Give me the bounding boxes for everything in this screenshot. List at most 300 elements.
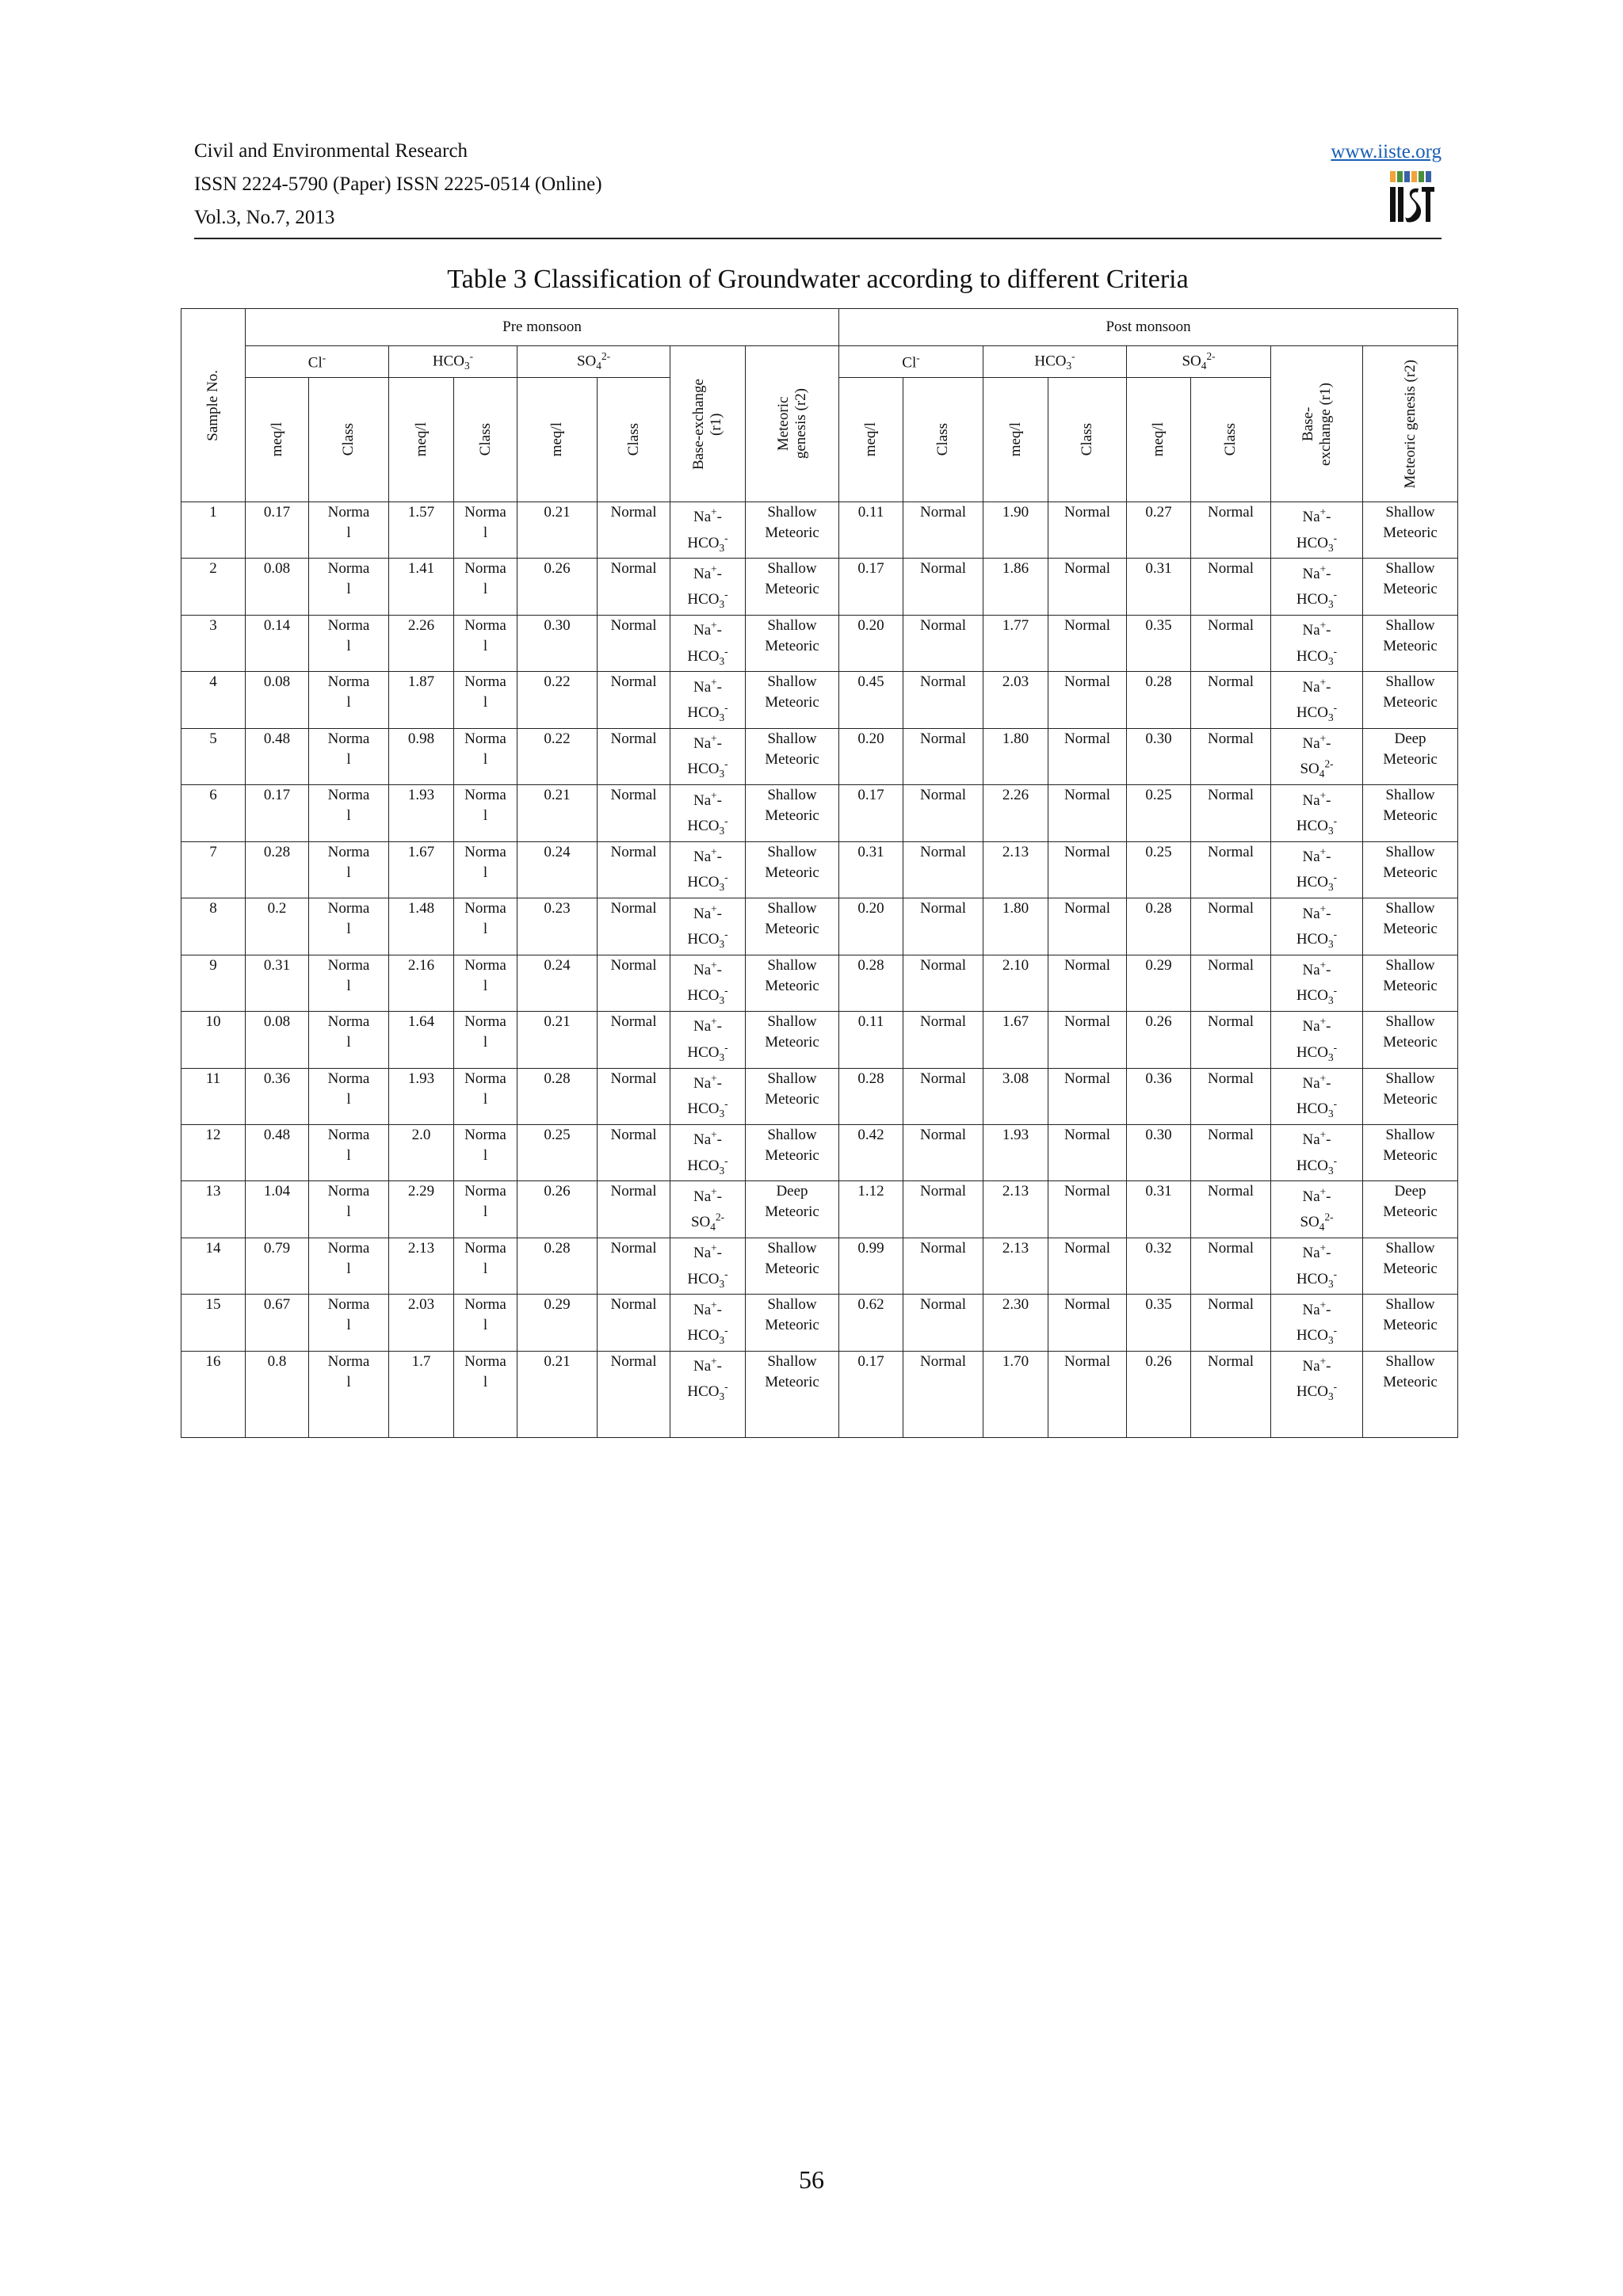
post-cl-class-cell: Normal	[903, 615, 983, 671]
post-cl-cell: 0.31	[839, 841, 903, 898]
pre-so4-cell: 0.24	[517, 955, 598, 1011]
pre-cl-class-cell: Norma l	[309, 785, 389, 841]
pre-cl-class-cell: Norma l	[309, 1181, 389, 1238]
post-hco3-class-cell: Normal	[1048, 1238, 1127, 1294]
post-so4-cell: 0.28	[1127, 672, 1191, 728]
pre-base-exchange-cell: Na+- $HCO_3^-$	[670, 672, 746, 728]
post-monsoon-header: Post monsoon	[839, 309, 1458, 346]
pre-cl-class-cell: Norma l	[309, 615, 389, 671]
pre-so4-class-cell: Normal	[598, 898, 670, 955]
post-so4-class-cell: Normal	[1191, 615, 1271, 671]
post-cl-meq-header: meq/l	[839, 378, 903, 502]
post-cl-cell: 0.20	[839, 728, 903, 784]
pre-base-exchange-cell: Na+- $HCO_3^-$	[670, 1295, 746, 1351]
post-base-exchange-header: Base- exchange (r1)	[1271, 346, 1363, 502]
pre-so4-class-cell: Normal	[598, 1124, 670, 1180]
post-base-exchange-cell: Na+- $SO_4^{2-}$	[1271, 1181, 1363, 1238]
post-hco3-class-cell: Normal	[1048, 1012, 1127, 1068]
pre-so4-cell: 0.26	[517, 1181, 598, 1238]
post-base-exchange-cell: Na+- $HCO_3^-$	[1271, 615, 1363, 671]
pre-so4-header: $SO_4^{2-}$	[517, 346, 670, 378]
post-hco3-class-cell: Normal	[1048, 672, 1127, 728]
post-cl-class-cell: Normal	[903, 841, 983, 898]
post-meteoric-genesis-cell: Deep Meteoric	[1363, 1181, 1458, 1238]
post-hco3-class-cell: Normal	[1048, 1124, 1127, 1180]
post-base-exchange-cell: Na+- $HCO_3^-$	[1271, 559, 1363, 615]
pre-meteoric-genesis-cell: Shallow Meteoric	[746, 841, 839, 898]
post-hco3-cell: 2.13	[983, 1238, 1048, 1294]
post-hco3-header: $HCO_3^-$	[983, 346, 1127, 378]
pre-meteoric-genesis-cell: Shallow Meteoric	[746, 955, 839, 1011]
journal-name: Civil and Environmental Research	[194, 140, 468, 162]
pre-hco3-cell: 1.7	[389, 1351, 454, 1437]
pre-so4-class-cell: Normal	[598, 1012, 670, 1068]
post-base-exchange-cell: Na+- $HCO_3^-$	[1271, 1124, 1363, 1180]
pre-hco3-cell: 1.87	[389, 672, 454, 728]
pre-so4-class-cell: Normal	[598, 1181, 670, 1238]
post-base-exchange-cell: Na+- $HCO_3^-$	[1271, 1068, 1363, 1124]
post-cl-class-cell: Normal	[903, 1351, 983, 1437]
pre-so4-class-cell: Normal	[598, 1238, 670, 1294]
pre-hco3-class-cell: Norma l	[454, 1012, 517, 1068]
pre-hco3-class-cell: Norma l	[454, 841, 517, 898]
issn-line: ISSN 2224-5790 (Paper) ISSN 2225-0514 (Online)	[194, 174, 602, 195]
table-row	[181, 1181, 1458, 1238]
pre-hco3-class-cell: Norma l	[454, 955, 517, 1011]
pre-hco3-cell: 2.13	[389, 1238, 454, 1294]
pre-cl-class-header: Class	[309, 378, 389, 502]
post-meteoric-genesis-cell: Shallow Meteoric	[1363, 672, 1458, 728]
post-cl-cell: 0.99	[839, 1238, 903, 1294]
sample-no-cell: 2	[181, 559, 246, 615]
post-hco3-cell: 1.93	[983, 1124, 1048, 1180]
post-so4-cell: 0.25	[1127, 785, 1191, 841]
post-hco3-cell: 1.80	[983, 728, 1048, 784]
post-so4-cell: 0.30	[1127, 1124, 1191, 1180]
post-cl-class-cell: Normal	[903, 672, 983, 728]
post-cl-class-cell: Normal	[903, 1295, 983, 1351]
pre-hco3-class-cell: Norma l	[454, 615, 517, 671]
pre-hco3-cell: 1.64	[389, 1012, 454, 1068]
post-so4-class-cell: Normal	[1191, 1068, 1271, 1124]
pre-hco3-cell: 2.16	[389, 955, 454, 1011]
pre-so4-cell: 0.29	[517, 1295, 598, 1351]
pre-hco3-cell: 2.26	[389, 615, 454, 671]
post-hco3-class-cell: Normal	[1048, 898, 1127, 955]
pre-meteoric-genesis-cell: Shallow Meteoric	[746, 672, 839, 728]
post-base-exchange-cell: Na+- $HCO_3^-$	[1271, 1295, 1363, 1351]
table-row	[181, 615, 1458, 671]
post-so4-cell: 0.29	[1127, 955, 1191, 1011]
sample-no-cell: 9	[181, 955, 246, 1011]
pre-so4-class-cell: Normal	[598, 785, 670, 841]
pre-cl-cell: 0.48	[246, 1124, 309, 1180]
post-hco3-cell: 1.67	[983, 1012, 1048, 1068]
pre-hco3-class-cell: Norma l	[454, 559, 517, 615]
post-meteoric-genesis-cell: Shallow Meteoric	[1363, 955, 1458, 1011]
table-row	[181, 1351, 1458, 1437]
post-so4-class-header: Class	[1191, 378, 1271, 502]
pre-meteoric-genesis-cell: Shallow Meteoric	[746, 1238, 839, 1294]
post-so4-cell: 0.31	[1127, 559, 1191, 615]
pre-meteoric-genesis-cell: Shallow Meteoric	[746, 559, 839, 615]
post-hco3-cell: 1.77	[983, 615, 1048, 671]
post-hco3-class-cell: Normal	[1048, 728, 1127, 784]
post-meteoric-genesis-cell: Shallow Meteoric	[1363, 1012, 1458, 1068]
post-cl-class-cell: Normal	[903, 728, 983, 784]
pre-base-exchange-cell: Na+- $HCO_3^-$	[670, 1068, 746, 1124]
post-so4-cell: 0.35	[1127, 1295, 1191, 1351]
table-row	[181, 898, 1458, 955]
post-hco3-cell: 2.13	[983, 1181, 1048, 1238]
sample-no-cell: 6	[181, 785, 246, 841]
post-base-exchange-cell: Na+- $HCO_3^-$	[1271, 898, 1363, 955]
post-hco3-meq-header: meq/l	[983, 378, 1048, 502]
post-hco3-cell: 3.08	[983, 1068, 1048, 1124]
sample-no-cell: 3	[181, 615, 246, 671]
post-hco3-class-cell: Normal	[1048, 1351, 1127, 1437]
pre-hco3-cell: 0.98	[389, 728, 454, 784]
pre-meteoric-genesis-cell: Shallow Meteoric	[746, 1351, 839, 1437]
post-cl-class-cell: Normal	[903, 559, 983, 615]
post-so4-class-cell: Normal	[1191, 898, 1271, 955]
pre-cl-class-cell: Norma l	[309, 898, 389, 955]
pre-base-exchange-cell: Na+- $SO_4^{2-}$	[670, 1181, 746, 1238]
pre-cl-cell: 0.31	[246, 955, 309, 1011]
post-cl-cell: 0.20	[839, 898, 903, 955]
post-so4-cell: 0.30	[1127, 728, 1191, 784]
table-row	[181, 559, 1458, 615]
pre-base-exchange-cell: Na+- $HCO_3^-$	[670, 559, 746, 615]
pre-cl-class-cell: Norma l	[309, 841, 389, 898]
pre-so4-class-cell: Normal	[598, 728, 670, 784]
post-cl-class-cell: Normal	[903, 1124, 983, 1180]
post-cl-cell: 0.28	[839, 1068, 903, 1124]
pre-so4-cell: 0.24	[517, 841, 598, 898]
pre-hco3-class-cell: Norma l	[454, 728, 517, 784]
post-so4-class-cell: Normal	[1191, 672, 1271, 728]
pre-meteoric-genesis-cell: Deep Meteoric	[746, 1181, 839, 1238]
post-hco3-class-cell: Normal	[1048, 1181, 1127, 1238]
pre-meteoric-genesis-cell: Shallow Meteoric	[746, 1124, 839, 1180]
iiste-logo	[1388, 170, 1436, 225]
post-base-exchange-cell: Na+- $HCO_3^-$	[1271, 841, 1363, 898]
pre-cl-meq-header: meq/l	[246, 378, 309, 502]
pre-cl-class-cell: Norma l	[309, 559, 389, 615]
post-meteoric-genesis-header: Meteoric genesis (r2)	[1363, 346, 1458, 502]
post-cl-cell: 0.28	[839, 955, 903, 1011]
post-so4-cell: 0.28	[1127, 898, 1191, 955]
pre-base-exchange-cell: Na+- $HCO_3^-$	[670, 785, 746, 841]
post-so4-cell: 0.32	[1127, 1238, 1191, 1294]
post-so4-class-cell: Normal	[1191, 1295, 1271, 1351]
pre-cl-cell: 0.14	[246, 615, 309, 671]
pre-meteoric-genesis-cell: Shallow Meteoric	[746, 502, 839, 559]
post-meteoric-genesis-cell: Deep Meteoric	[1363, 728, 1458, 784]
post-so4-class-cell: Normal	[1191, 728, 1271, 784]
pre-base-exchange-cell: Na+- $HCO_3^-$	[670, 841, 746, 898]
pre-hco3-class-cell: Norma l	[454, 1124, 517, 1180]
post-hco3-cell: 2.03	[983, 672, 1048, 728]
post-so4-class-cell: Normal	[1191, 1351, 1271, 1437]
groundwater-classification-table	[181, 308, 1458, 1438]
pre-cl-class-cell: Norma l	[309, 672, 389, 728]
post-so4-cell: 0.26	[1127, 1012, 1191, 1068]
pre-so4-class-cell: Normal	[598, 841, 670, 898]
table-row	[181, 1068, 1458, 1124]
table-body	[181, 502, 1458, 1438]
pre-so4-cell: 0.21	[517, 785, 598, 841]
post-cl-class-cell: Normal	[903, 1181, 983, 1238]
pre-so4-class-cell: Normal	[598, 559, 670, 615]
pre-so4-class-cell: Normal	[598, 615, 670, 671]
pre-cl-cell: 0.08	[246, 672, 309, 728]
pre-meteoric-genesis-cell: Shallow Meteoric	[746, 728, 839, 784]
pre-meteoric-genesis-header: Meteoric genesis (r2)	[746, 346, 839, 502]
post-cl-class-header: Class	[903, 378, 983, 502]
pre-so4-class-cell: Normal	[598, 1351, 670, 1437]
post-so4-header: $SO_4^{2-}$	[1127, 346, 1271, 378]
post-so4-cell: 0.36	[1127, 1068, 1191, 1124]
post-cl-cell: 1.12	[839, 1181, 903, 1238]
pre-so4-class-cell: Normal	[598, 955, 670, 1011]
post-cl-cell: 0.17	[839, 785, 903, 841]
post-so4-cell: 0.27	[1127, 502, 1191, 559]
post-meteoric-genesis-cell: Shallow Meteoric	[1363, 559, 1458, 615]
pre-hco3-header: $HCO_3^-$	[389, 346, 517, 378]
pre-meteoric-genesis-cell: Shallow Meteoric	[746, 1012, 839, 1068]
pre-hco3-cell: 2.0	[389, 1124, 454, 1180]
pre-cl-class-cell: Norma l	[309, 955, 389, 1011]
pre-so4-meq-header: meq/l	[517, 378, 598, 502]
post-meteoric-genesis-cell: Shallow Meteoric	[1363, 1124, 1458, 1180]
pre-cl-cell: 0.79	[246, 1238, 309, 1294]
pre-cl-header: Cl-	[246, 346, 389, 378]
post-meteoric-genesis-cell: Shallow Meteoric	[1363, 785, 1458, 841]
pre-cl-class-cell: Norma l	[309, 1295, 389, 1351]
post-so4-class-cell: Normal	[1191, 1181, 1271, 1238]
post-hco3-cell: 1.80	[983, 898, 1048, 955]
pre-meteoric-genesis-cell: Shallow Meteoric	[746, 785, 839, 841]
post-hco3-class-cell: Normal	[1048, 785, 1127, 841]
pre-so4-cell: 0.22	[517, 728, 598, 784]
post-cl-class-cell: Normal	[903, 955, 983, 1011]
pre-meteoric-genesis-cell: Shallow Meteoric	[746, 615, 839, 671]
post-meteoric-genesis-cell: Shallow Meteoric	[1363, 898, 1458, 955]
pre-so4-cell: 0.28	[517, 1068, 598, 1124]
pre-so4-cell: 0.22	[517, 672, 598, 728]
sample-no-cell: 1	[181, 502, 246, 559]
pre-so4-cell: 0.30	[517, 615, 598, 671]
post-so4-cell: 0.26	[1127, 1351, 1191, 1437]
pre-cl-cell: 0.36	[246, 1068, 309, 1124]
post-meteoric-genesis-cell: Shallow Meteoric	[1363, 1068, 1458, 1124]
pre-so4-class-header: Class	[598, 378, 670, 502]
volume-line: Vol.3, No.7, 2013	[194, 207, 335, 228]
post-base-exchange-cell: Na+- $HCO_3^-$	[1271, 1012, 1363, 1068]
pre-base-exchange-cell: Na+- $HCO_3^-$	[670, 1124, 746, 1180]
pre-hco3-cell: 1.41	[389, 559, 454, 615]
pre-cl-cell: 0.17	[246, 785, 309, 841]
pre-hco3-meq-header: meq/l	[389, 378, 454, 502]
post-meteoric-genesis-cell: Shallow Meteoric	[1363, 1351, 1458, 1437]
website-link[interactable]: www.iiste.org	[1331, 141, 1442, 162]
pre-cl-cell: 1.04	[246, 1181, 309, 1238]
pre-meteoric-genesis-cell: Shallow Meteoric	[746, 1068, 839, 1124]
pre-hco3-class-cell: Norma l	[454, 672, 517, 728]
pre-base-exchange-cell: Na+- $HCO_3^-$	[670, 1351, 746, 1437]
post-cl-class-cell: Normal	[903, 1012, 983, 1068]
post-so4-cell: 0.31	[1127, 1181, 1191, 1238]
post-hco3-cell: 2.13	[983, 841, 1048, 898]
table-row	[181, 728, 1458, 784]
sample-no-cell: 10	[181, 1012, 246, 1068]
pre-monsoon-header: Pre monsoon	[246, 309, 839, 346]
post-so4-class-cell: Normal	[1191, 1238, 1271, 1294]
pre-hco3-class-cell: Norma l	[454, 1351, 517, 1437]
pre-hco3-class-cell: Norma l	[454, 1181, 517, 1238]
pre-so4-cell: 0.28	[517, 1238, 598, 1294]
pre-cl-cell: 0.8	[246, 1351, 309, 1437]
header-rule	[194, 238, 1442, 239]
table-row	[181, 785, 1458, 841]
pre-hco3-class-cell: Norma l	[454, 1295, 517, 1351]
post-so4-class-cell: Normal	[1191, 1124, 1271, 1180]
post-so4-cell: 0.35	[1127, 615, 1191, 671]
pre-hco3-cell: 1.57	[389, 502, 454, 559]
table-row	[181, 1295, 1458, 1351]
post-base-exchange-cell: Na+- $HCO_3^-$	[1271, 1238, 1363, 1294]
pre-so4-class-cell: Normal	[598, 672, 670, 728]
post-cl-cell: 0.17	[839, 559, 903, 615]
table-row	[181, 1238, 1458, 1294]
post-so4-class-cell: Normal	[1191, 502, 1271, 559]
pre-cl-cell: 0.67	[246, 1295, 309, 1351]
post-so4-cell: 0.25	[1127, 841, 1191, 898]
pre-so4-cell: 0.21	[517, 1012, 598, 1068]
sample-no-cell: 4	[181, 672, 246, 728]
post-hco3-cell: 1.70	[983, 1351, 1048, 1437]
sample-no-cell: 14	[181, 1238, 246, 1294]
post-hco3-class-cell: Normal	[1048, 559, 1127, 615]
post-meteoric-genesis-cell: Shallow Meteoric	[1363, 615, 1458, 671]
sample-no-cell: 16	[181, 1351, 246, 1437]
post-base-exchange-cell: Na+- $HCO_3^-$	[1271, 1351, 1363, 1437]
pre-hco3-cell: 2.29	[389, 1181, 454, 1238]
post-hco3-cell: 2.26	[983, 785, 1048, 841]
pre-base-exchange-cell: Na+- $HCO_3^-$	[670, 1238, 746, 1294]
post-so4-class-cell: Normal	[1191, 1012, 1271, 1068]
sample-no-cell: 7	[181, 841, 246, 898]
post-cl-cell: 0.62	[839, 1295, 903, 1351]
pre-hco3-class-cell: Norma l	[454, 502, 517, 559]
pre-cl-class-cell: Norma l	[309, 1124, 389, 1180]
pre-so4-cell: 0.25	[517, 1124, 598, 1180]
post-cl-cell: 0.20	[839, 615, 903, 671]
post-meteoric-genesis-cell: Shallow Meteoric	[1363, 502, 1458, 559]
post-base-exchange-cell: Na+- $SO_4^{2-}$	[1271, 728, 1363, 784]
pre-cl-cell: 0.28	[246, 841, 309, 898]
post-meteoric-genesis-cell: Shallow Meteoric	[1363, 1295, 1458, 1351]
post-hco3-cell: 2.10	[983, 955, 1048, 1011]
sample-no-header: Sample No.	[181, 309, 246, 502]
post-cl-class-cell: Normal	[903, 785, 983, 841]
pre-cl-class-cell: Norma l	[309, 502, 389, 559]
post-hco3-class-cell: Normal	[1048, 502, 1127, 559]
pre-cl-cell: 0.48	[246, 728, 309, 784]
post-base-exchange-cell: Na+- $HCO_3^-$	[1271, 672, 1363, 728]
post-cl-cell: 0.11	[839, 502, 903, 559]
pre-cl-class-cell: Norma l	[309, 1068, 389, 1124]
sample-no-cell: 8	[181, 898, 246, 955]
pre-hco3-class-header: Class	[454, 378, 517, 502]
pre-hco3-cell: 2.03	[389, 1295, 454, 1351]
pre-so4-cell: 0.26	[517, 559, 598, 615]
post-so4-class-cell: Normal	[1191, 841, 1271, 898]
pre-hco3-cell: 1.93	[389, 1068, 454, 1124]
post-hco3-cell: 1.90	[983, 502, 1048, 559]
post-cl-class-cell: Normal	[903, 898, 983, 955]
sample-no-cell: 5	[181, 728, 246, 784]
post-cl-cell: 0.45	[839, 672, 903, 728]
post-cl-class-cell: Normal	[903, 502, 983, 559]
pre-hco3-class-cell: Norma l	[454, 785, 517, 841]
post-hco3-class-cell: Normal	[1048, 1068, 1127, 1124]
table-row	[181, 955, 1458, 1011]
pre-meteoric-genesis-cell: Shallow Meteoric	[746, 1295, 839, 1351]
sample-no-cell: 11	[181, 1068, 246, 1124]
post-cl-class-cell: Normal	[903, 1068, 983, 1124]
table-row	[181, 841, 1458, 898]
pre-base-exchange-header: Base-exchange (r1)	[670, 346, 746, 502]
pre-so4-cell: 0.21	[517, 1351, 598, 1437]
post-so4-class-cell: Normal	[1191, 955, 1271, 1011]
post-hco3-class-cell: Normal	[1048, 955, 1127, 1011]
pre-hco3-cell: 1.67	[389, 841, 454, 898]
post-cl-cell: 0.17	[839, 1351, 903, 1437]
table-row	[181, 1124, 1458, 1180]
post-hco3-class-cell: Normal	[1048, 1295, 1127, 1351]
pre-hco3-class-cell: Norma l	[454, 1238, 517, 1294]
post-meteoric-genesis-cell: Shallow Meteoric	[1363, 841, 1458, 898]
pre-so4-class-cell: Normal	[598, 502, 670, 559]
post-meteoric-genesis-cell: Shallow Meteoric	[1363, 1238, 1458, 1294]
pre-cl-class-cell: Norma l	[309, 1351, 389, 1437]
post-cl-cell: 0.42	[839, 1124, 903, 1180]
pre-cl-class-cell: Norma l	[309, 1238, 389, 1294]
pre-so4-class-cell: Normal	[598, 1068, 670, 1124]
pre-cl-cell: 0.08	[246, 559, 309, 615]
pre-so4-cell: 0.21	[517, 502, 598, 559]
post-hco3-class-cell: Normal	[1048, 841, 1127, 898]
sample-no-cell: 12	[181, 1124, 246, 1180]
pre-hco3-cell: 1.48	[389, 898, 454, 955]
page-number: 56	[799, 2165, 824, 2194]
pre-cl-cell: 0.2	[246, 898, 309, 955]
pre-cl-class-cell: Norma l	[309, 728, 389, 784]
post-so4-class-cell: Normal	[1191, 559, 1271, 615]
post-base-exchange-cell: Na+- $HCO_3^-$	[1271, 785, 1363, 841]
pre-hco3-cell: 1.93	[389, 785, 454, 841]
post-hco3-class-header: Class	[1048, 378, 1127, 502]
post-base-exchange-cell: Na+- $HCO_3^-$	[1271, 955, 1363, 1011]
post-cl-header: Cl-	[839, 346, 983, 378]
pre-cl-cell: 0.17	[246, 502, 309, 559]
post-cl-class-cell: Normal	[903, 1238, 983, 1294]
post-hco3-class-cell: Normal	[1048, 615, 1127, 671]
pre-hco3-class-cell: Norma l	[454, 1068, 517, 1124]
post-hco3-cell: 1.86	[983, 559, 1048, 615]
